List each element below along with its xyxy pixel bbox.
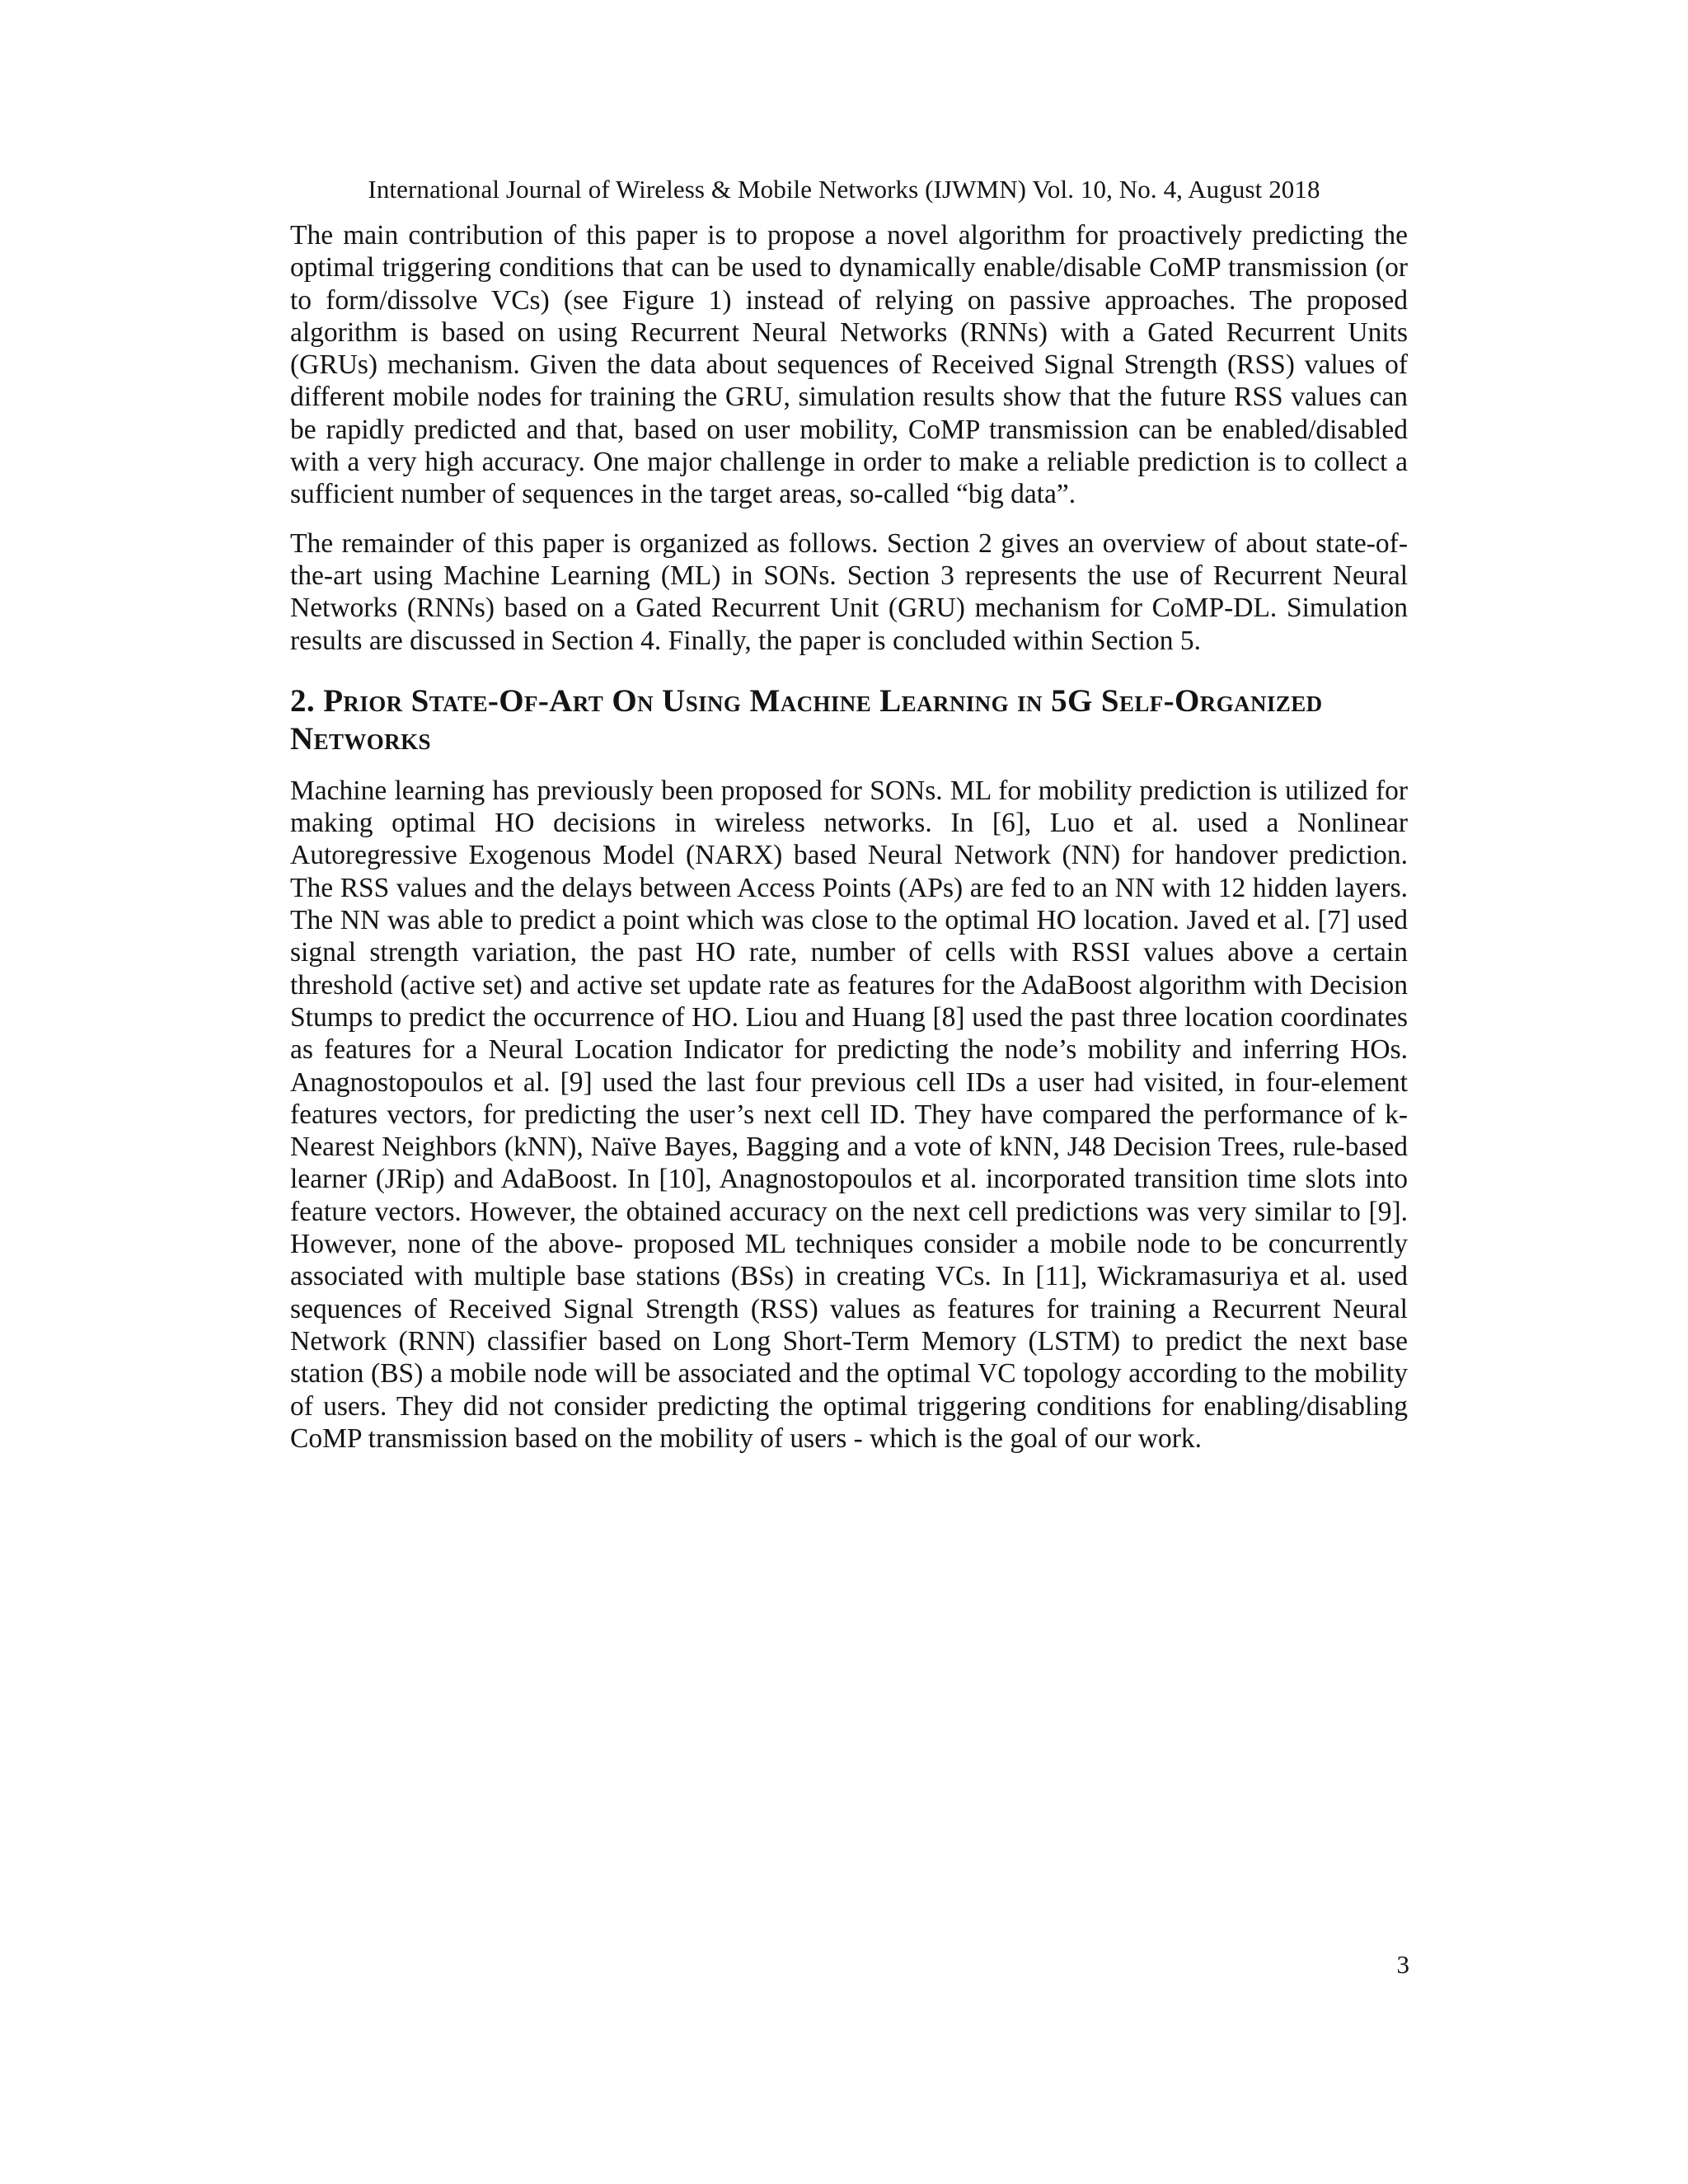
page-body (290, 219, 1408, 1455)
running-header: International Journal of Wireless & Mobile Networks (IJWMN) Vol. 10, No. 4, August 2018 (368, 175, 1320, 204)
page-number: 3 (1396, 1950, 1409, 1979)
paragraph-prior-state-of-art: Machine learning has previously been proposed for SONs. ML for mobility prediction is utilized for making optimal HO decisions in wireless networks. In [6], Luo et al. used a Nonlinear Autoregressive Exogenous Model (NARX) based Neural Network (NN) for handover prediction. The RSS values and the delays between Access Points (APs) are fed to an NN with 12 hidden layers. The NN was able to predict a point which was close to the optimal HO location. Javed et al. [7] used signal strength variation, the past HO rate, number of cells with RSSI values above a certain threshold (active set) and active set update rate as features for the AdaBoost algorithm with Decision Stumps to predict the occurrence of HO. Liou and Huang [8] used the past three location coordinates as features for a Neural Location Indicator for predicting the node’s mobility and inferring HOs. Anagnostopoulos et al. [9] used the last four previous cell IDs a user had visited, in four-element features vectors, for predicting the user’s next cell ID. They have compared the performance of k-Nearest Neighbors (kNN), Naïve Bayes, Bagging and a vote of kNN, J48 Decision Trees, rule-based learner (JRip) and AdaBoost. In [10], Anagnostopoulos et al. incorporated transition time slots into feature vectors. However, the obtained accuracy on the next cell predictions was very similar to [9]. However, none of the above- proposed ML techniques consider a mobile node to be concurrently associated with multiple base stations (BSs) in creating VCs. In [11], Wickramasuriya et al. used sequences of Received Signal Strength (RSS) values as features for training a Recurrent Neural Network (RNN) classifier based on Long Short-Term Memory (LSTM) to predict the next base station (BS) a mobile node will be associated and the optimal VC topology according to the mobility of users. They did not consider predicting the optimal triggering conditions for enabling/disabling CoMP transmission based on the mobility of users - which is the goal of our work. (290, 775, 1408, 1454)
paragraph-contribution: The main contribution of this paper is to propose a novel algorithm for proactively predicting the optimal triggering conditions that can be used to dynamically enable/disable CoMP transmission (or to form/dissolve VCs) (see Figure 1) instead of relying on passive approaches. The proposed algorithm is based on using Recurrent Neural Networks (RNNs) with a Gated Recurrent Units (GRUs) mechanism. Given the data about sequences of Received Signal Strength (RSS) values of different mobile nodes for training the GRU, simulation results show that the future RSS values can be rapidly predicted and that, based on user mobility, CoMP transmission can be enabled/disabled with a very high accuracy. One major challenge in order to make a reliable prediction is to collect a sufficient number of sequences in the target areas, so-called “big data”. (290, 220, 1408, 510)
section-2-heading: 2. Prior State-Of-Art On Using Machine Learning in 5G Self-Organized Networks (290, 682, 1323, 757)
paragraph-organization: The remainder of this paper is organized as follows. Section 2 gives an overview of about state-of-the-art using Machine Learning (ML) in SONs. Section 3 represents the use of Recurrent Neural Networks (RNNs) based on a Gated Recurrent Unit (GRU) mechanism for CoMP-DL. Simulation results are discussed in Section 4. Finally, the paper is concluded within Section 5. (290, 527, 1408, 656)
